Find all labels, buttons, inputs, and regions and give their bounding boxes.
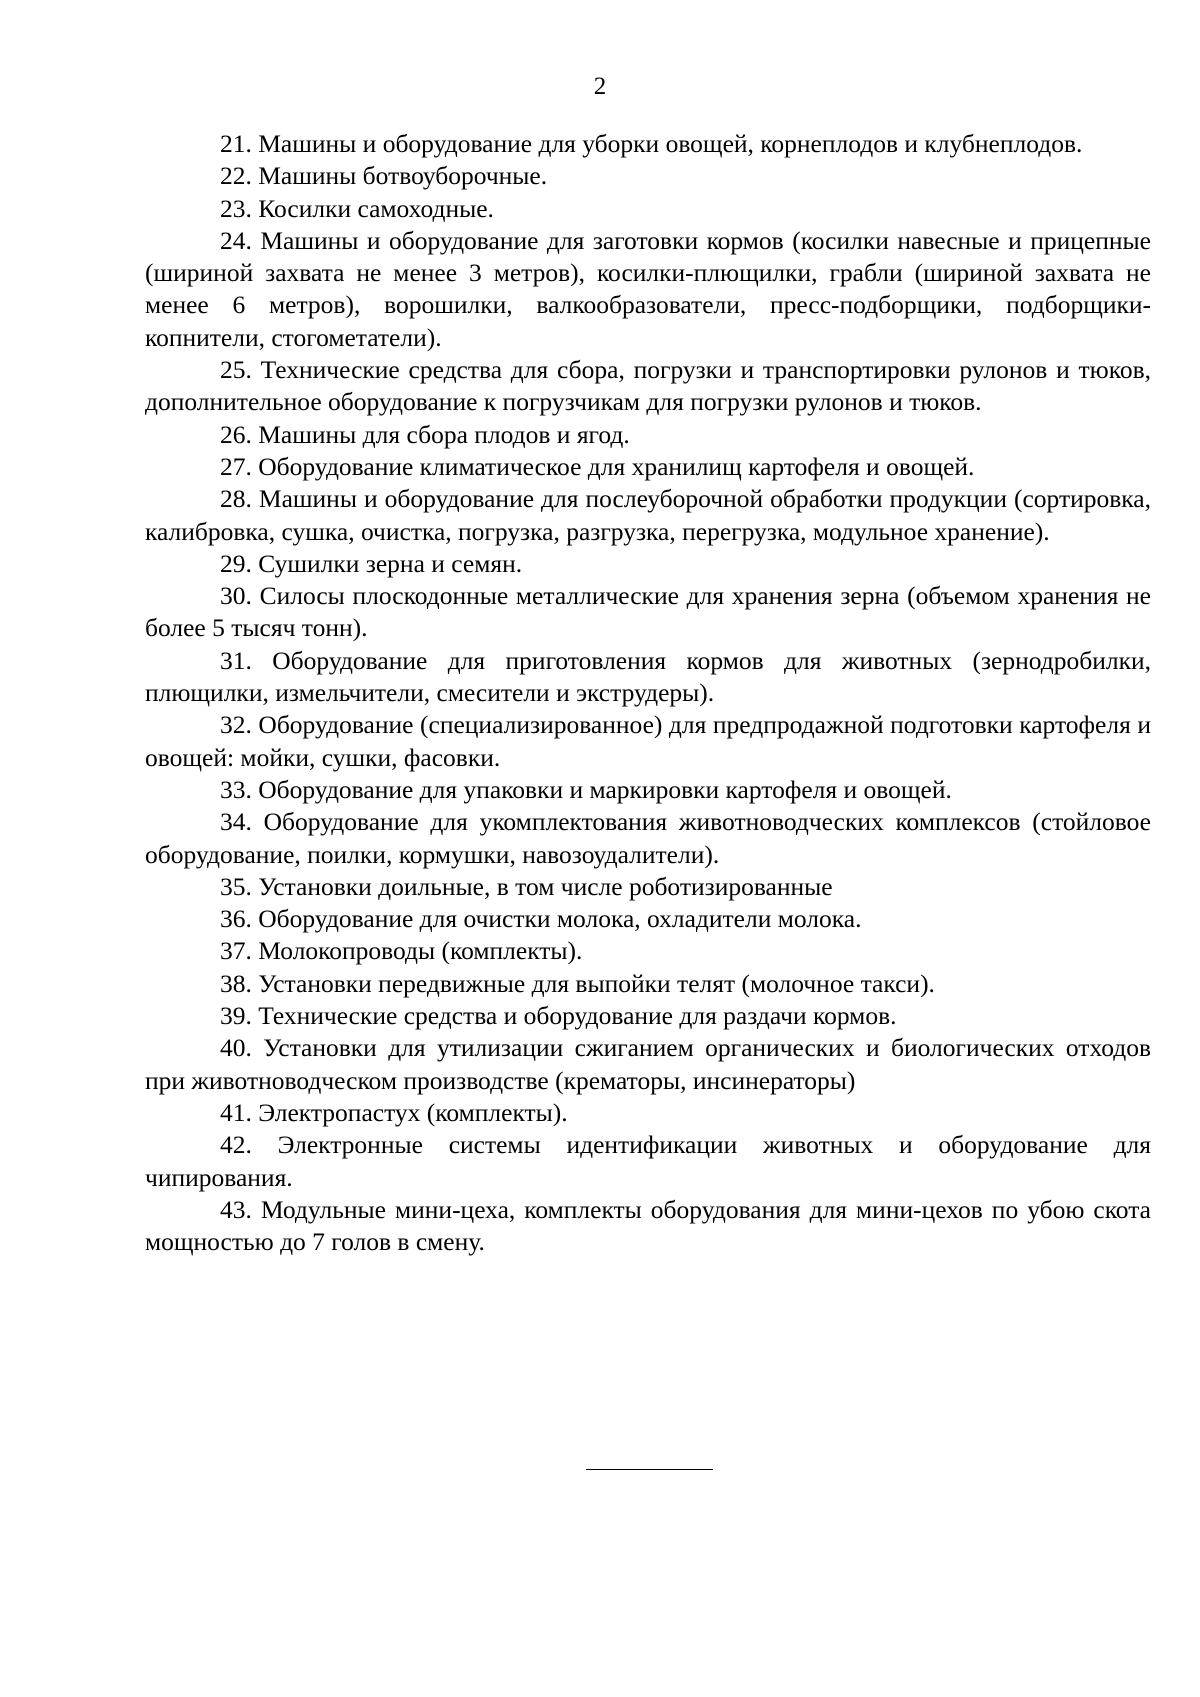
list-item-27: 27. Оборудование климатическое для хранилищ картофеля и овощей.	[220, 451, 975, 481]
list-item-21: 21. Машины и оборудование для уборки овощей, корнеплодов и клубнеплодов.	[220, 129, 1083, 158]
list-item-32: 32. Оборудование (специализированное) для предпродажной подготовки картофеля и овощей: мойки, сушки, фасовки.	[145, 710, 1151, 772]
list-item-40: 40. Установки для утилизации сжиганием органических и биологических отходов при животноводческом производстве (крематоры, инсинераторы)	[145, 1033, 1151, 1095]
list-item-42: 42. Электронные системы идентификации животных и оборудование для чипирования.	[145, 1130, 1151, 1192]
list-item-41: 41. Электропастух (комплекты).	[220, 1097, 568, 1127]
list-item-36: 36. Оборудование для очистки молока, охладители молока.	[220, 904, 862, 934]
list-item-29: 29. Сушилки зерна и семян.	[220, 548, 523, 578]
list-item-25: 25. Технические средства для сбора, погрузки и транспортировки рулонов и тюков, дополнительное оборудование к погрузчикам для погрузки рулонов и тюков.	[145, 355, 1151, 417]
list-item-38: 38. Установки передвижные для выпойки телят (молочное такси).	[220, 968, 935, 998]
list-item-37: 37. Молокопроводы (комплекты).	[220, 936, 583, 966]
list-item-28: 28. Машины и оборудование для послеуборочной обработки продукции (сортировка, калибровка, сушка, очистка, погрузка, разгрузка, перегрузка, модульное хранение).	[145, 484, 1151, 546]
list-item-23: 23. Косилки самоходные.	[220, 193, 494, 223]
list-item-26: 26. Машины для сбора плодов и ягод.	[220, 419, 630, 449]
list-item-30: 30. Силосы плоскодонные металлические для хранения зерна (объемом хранения не более 5 тысяч тонн).	[145, 581, 1151, 643]
list-item-43: 43. Модульные мини-цеха, комплекты оборудования для мини-цехов по убою скота мощностью до 7 голов в смену.	[145, 1194, 1151, 1257]
equipment-list	[145, 128, 1151, 1258]
list-item-24: 24. Машины и оборудование для заготовки кормов (косилки навесные и прицепные (шириной захвата не менее 3 метров), косилки-плющилки, грабли (шириной захвата не менее 6 метров), ворошилки, валкообразователи, пресс-подборщики, подборщики-копнители, стогометатели).	[145, 225, 1151, 352]
list-item-31: 31. Оборудование для приготовления кормов для животных (зернодробилки, плющилки, измельчители, смесители и экструдеры).	[145, 645, 1151, 708]
page-number: 2	[593, 73, 607, 100]
list-item-39: 39. Технические средства и оборудование для раздачи кормов.	[220, 1001, 897, 1031]
list-item-33: 33. Оборудование для упаковки и маркировки картофеля и овощей.	[220, 774, 952, 804]
list-item-22: 22. Машины ботвоуборочные.	[220, 161, 548, 191]
end-of-document-rule	[586, 1469, 713, 1470]
list-item-35: 35. Установки доильные, в том числе роботизированные	[220, 871, 833, 901]
list-item-34: 34. Оборудование для укомплектования животноводческих комплексов (стойловое оборудование, поилки, кормушки, навозоудалители).	[145, 807, 1151, 869]
